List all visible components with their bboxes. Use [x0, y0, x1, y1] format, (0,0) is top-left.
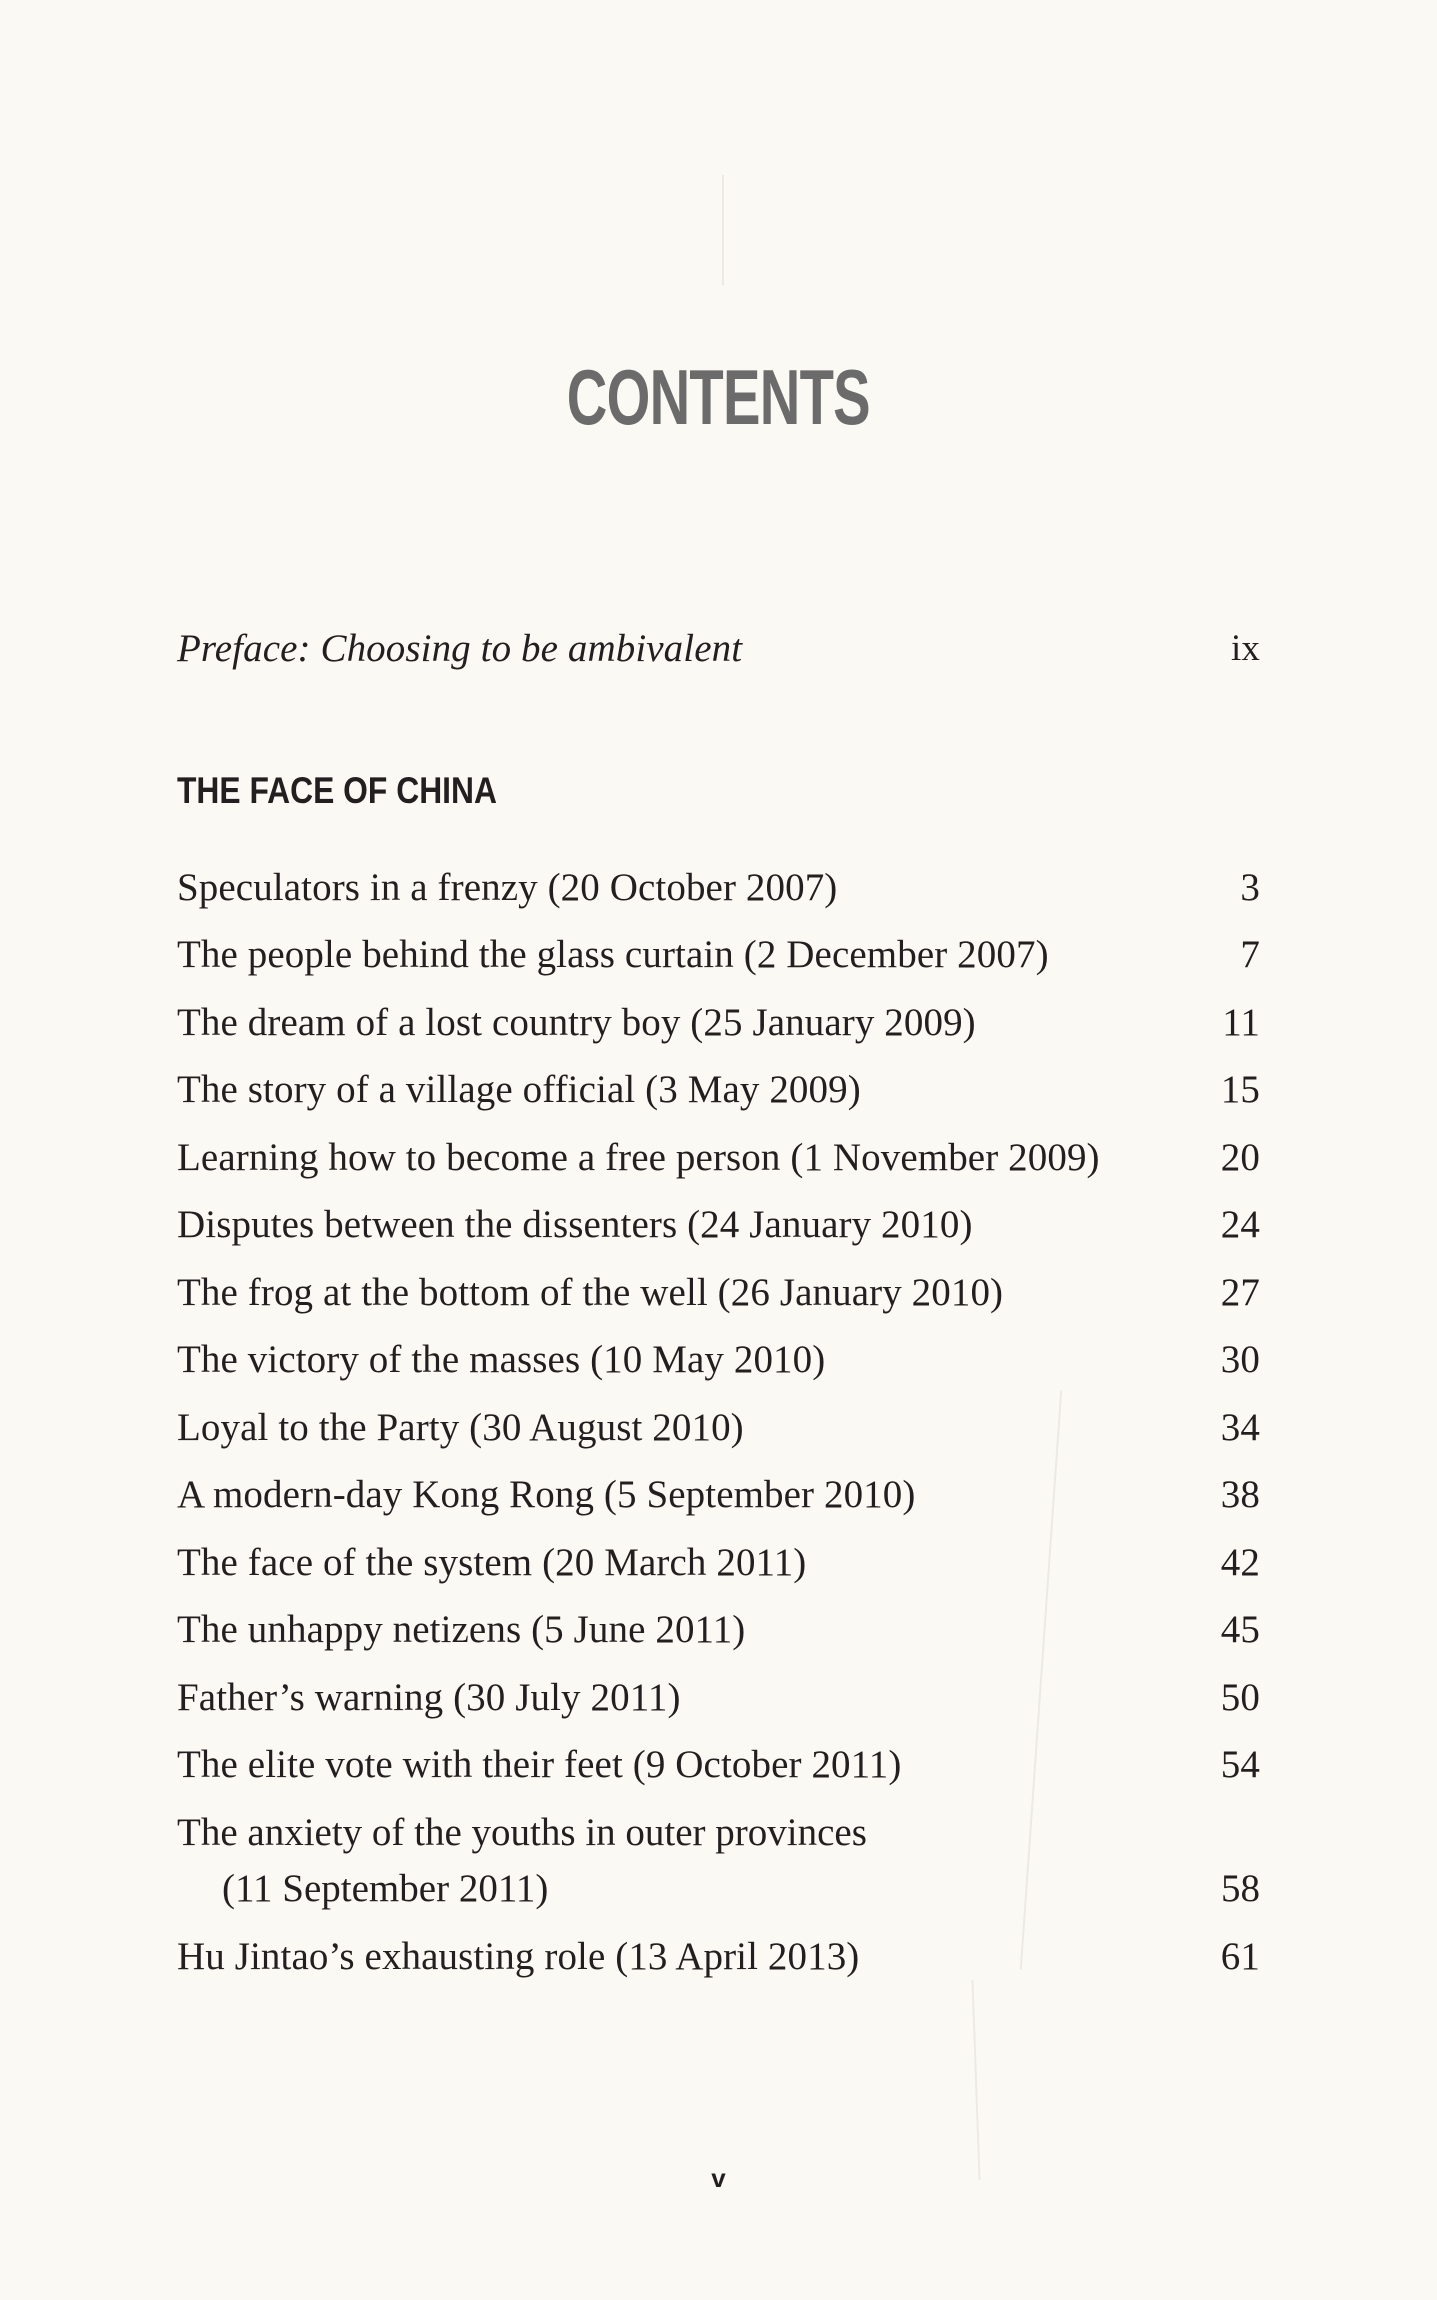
entry-page-number: 38 — [1220, 1473, 1260, 1516]
toc-entry[interactable] — [177, 1934, 1260, 1980]
toc-entry[interactable] — [177, 1135, 1260, 1181]
entry-title: Father’s warning (30 July 2011) — [177, 1676, 681, 1719]
entry-title: The anxiety of the youths in outer provinces — [177, 1811, 867, 1854]
entry-page-number: 58 — [1221, 1867, 1260, 1910]
toc-entry[interactable] — [177, 1540, 1260, 1586]
entry-page-number: 30 — [1220, 1338, 1260, 1381]
entry-title-continued: (11 September 2011) — [222, 1867, 549, 1910]
toc-entry[interactable] — [177, 1270, 1260, 1316]
entry-title: The face of the system (20 March 2011) — [177, 1541, 807, 1584]
entry-title: Preface: Choosing to be ambivalent — [177, 627, 743, 670]
entry-title: The victory of the masses (10 May 2010) — [177, 1338, 826, 1381]
entry-title: Learning how to become a free person (1 November 2009) — [177, 1136, 1100, 1179]
entry-title: The story of a village official (3 May 2009) — [177, 1068, 861, 1111]
toc-entry[interactable] — [177, 1337, 1260, 1383]
toc-entry[interactable] — [177, 1067, 1260, 1113]
entry-title: A modern-day Kong Rong (5 September 2010) — [177, 1473, 916, 1516]
entry-page-number: 3 — [1240, 866, 1260, 909]
entry-page-number: 20 — [1220, 1136, 1260, 1179]
toc-entry[interactable] — [177, 1000, 1260, 1046]
toc-entry[interactable] — [177, 1805, 1260, 1917]
entry-title: The frog at the bottom of the well (26 January 2010) — [177, 1271, 1004, 1314]
entry-title: Loyal to the Party (30 August 2010) — [177, 1406, 744, 1449]
toc-entry[interactable] — [177, 1675, 1260, 1721]
page-folio: v — [711, 2163, 726, 2193]
toc-entry[interactable] — [177, 1742, 1260, 1788]
entry-page-number: 34 — [1220, 1406, 1260, 1449]
entry-page-number: 11 — [1222, 1001, 1260, 1044]
toc-entry[interactable] — [177, 932, 1260, 978]
entry-title: Speculators in a frenzy (20 October 2007) — [177, 866, 838, 909]
entry-title: The unhappy netizens (5 June 2011) — [177, 1608, 746, 1651]
toc-entry[interactable] — [177, 1202, 1260, 1248]
entry-title: Disputes between the dissenters (24 January 2010) — [177, 1203, 973, 1246]
scan-crease — [722, 175, 724, 285]
entry-page-number: 45 — [1220, 1608, 1260, 1651]
entry-page-number: 54 — [1220, 1743, 1260, 1786]
scan-crease — [972, 1980, 981, 2180]
entry-page-number: 61 — [1220, 1935, 1260, 1978]
entry-page-number: 50 — [1220, 1676, 1260, 1719]
toc-entry-preface[interactable] — [177, 626, 1260, 672]
toc-entry[interactable] — [177, 1472, 1260, 1518]
entry-page-number: ix — [1231, 628, 1260, 669]
entry-title: The dream of a lost country boy (25 January 2009) — [177, 1001, 976, 1044]
entry-title: The elite vote with their feet (9 October 2011) — [177, 1743, 902, 1786]
entry-page-number: 27 — [1220, 1271, 1260, 1314]
entry-title: Hu Jintao’s exhausting role (13 April 2013) — [177, 1935, 860, 1978]
toc-entry[interactable] — [177, 865, 1260, 911]
entry-page-number: 24 — [1220, 1203, 1260, 1246]
toc-entry[interactable] — [177, 1607, 1260, 1653]
entry-title: The people behind the glass curtain (2 December 2007) — [177, 933, 1049, 976]
entry-page-number: 42 — [1220, 1541, 1260, 1584]
entry-page-number: 7 — [1240, 933, 1260, 976]
entry-page-number: 15 — [1220, 1068, 1260, 1111]
section-heading: THE FACE OF CHINA — [177, 770, 497, 811]
toc-entry[interactable] — [177, 1405, 1260, 1451]
page-title: CONTENTS — [566, 353, 870, 441]
